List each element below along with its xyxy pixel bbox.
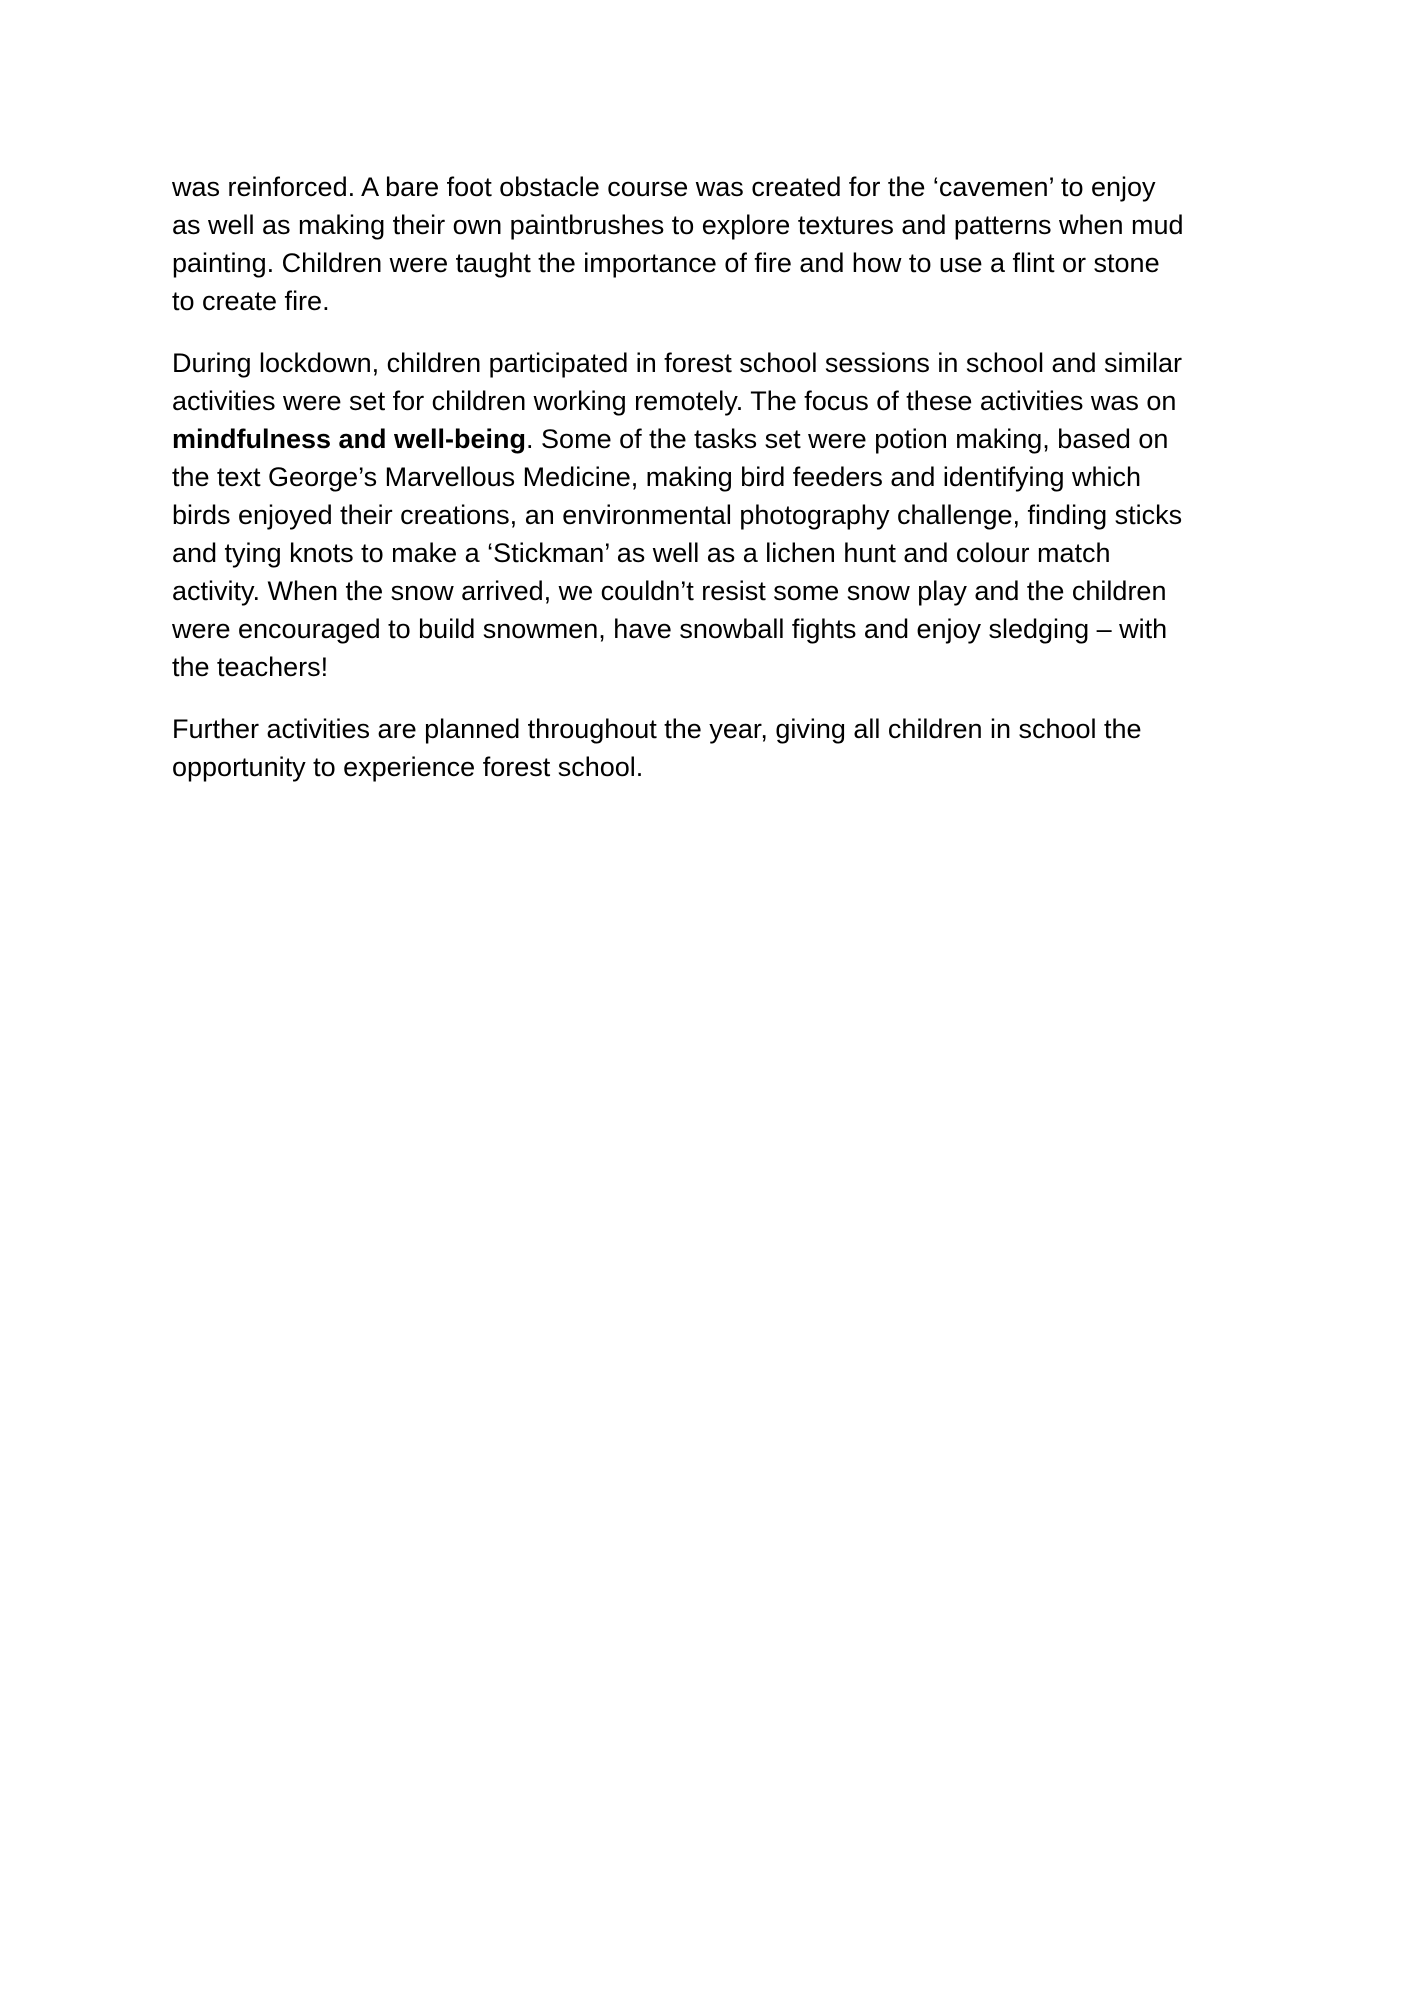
paragraph-2-text-end: . Some of the tasks set were potion making, based on the text George’s Marvellous Medicine, making bird feeders and identifying which birds enjoyed their creations, an environmental photography challenge, finding sticks and tying knots to make a ‘Stickman’ as well as a lichen hunt and colour match activity. When the snow arrived, we couldn’t resist some snow play and the children were encouraged to build snowmen, have snowball fights and enjoy sledging – with the teachers! [172, 424, 1183, 682]
document-body [172, 168, 1262, 810]
paragraph-1: was reinforced. A bare foot obstacle course was created for the ‘cavemen’ to enjoy as well as making their own paintbrushes to explore textures and patterns when mud painting. Children were taught the importance of fire and how to use a flint or stone to create fire. [172, 172, 1184, 316]
paragraph-3: Further activities are planned throughout the year, giving all children in school the opportunity to experience forest school. [172, 714, 1142, 782]
emphasis-mindfulness: mindfulness and well-being [172, 424, 527, 454]
paragraph-2 [172, 344, 1262, 686]
paragraph-2-text-start: During lockdown, children participated in forest school sessions in school and similar activities were set for children working remotely. The focus of these activities was on [172, 348, 1182, 416]
